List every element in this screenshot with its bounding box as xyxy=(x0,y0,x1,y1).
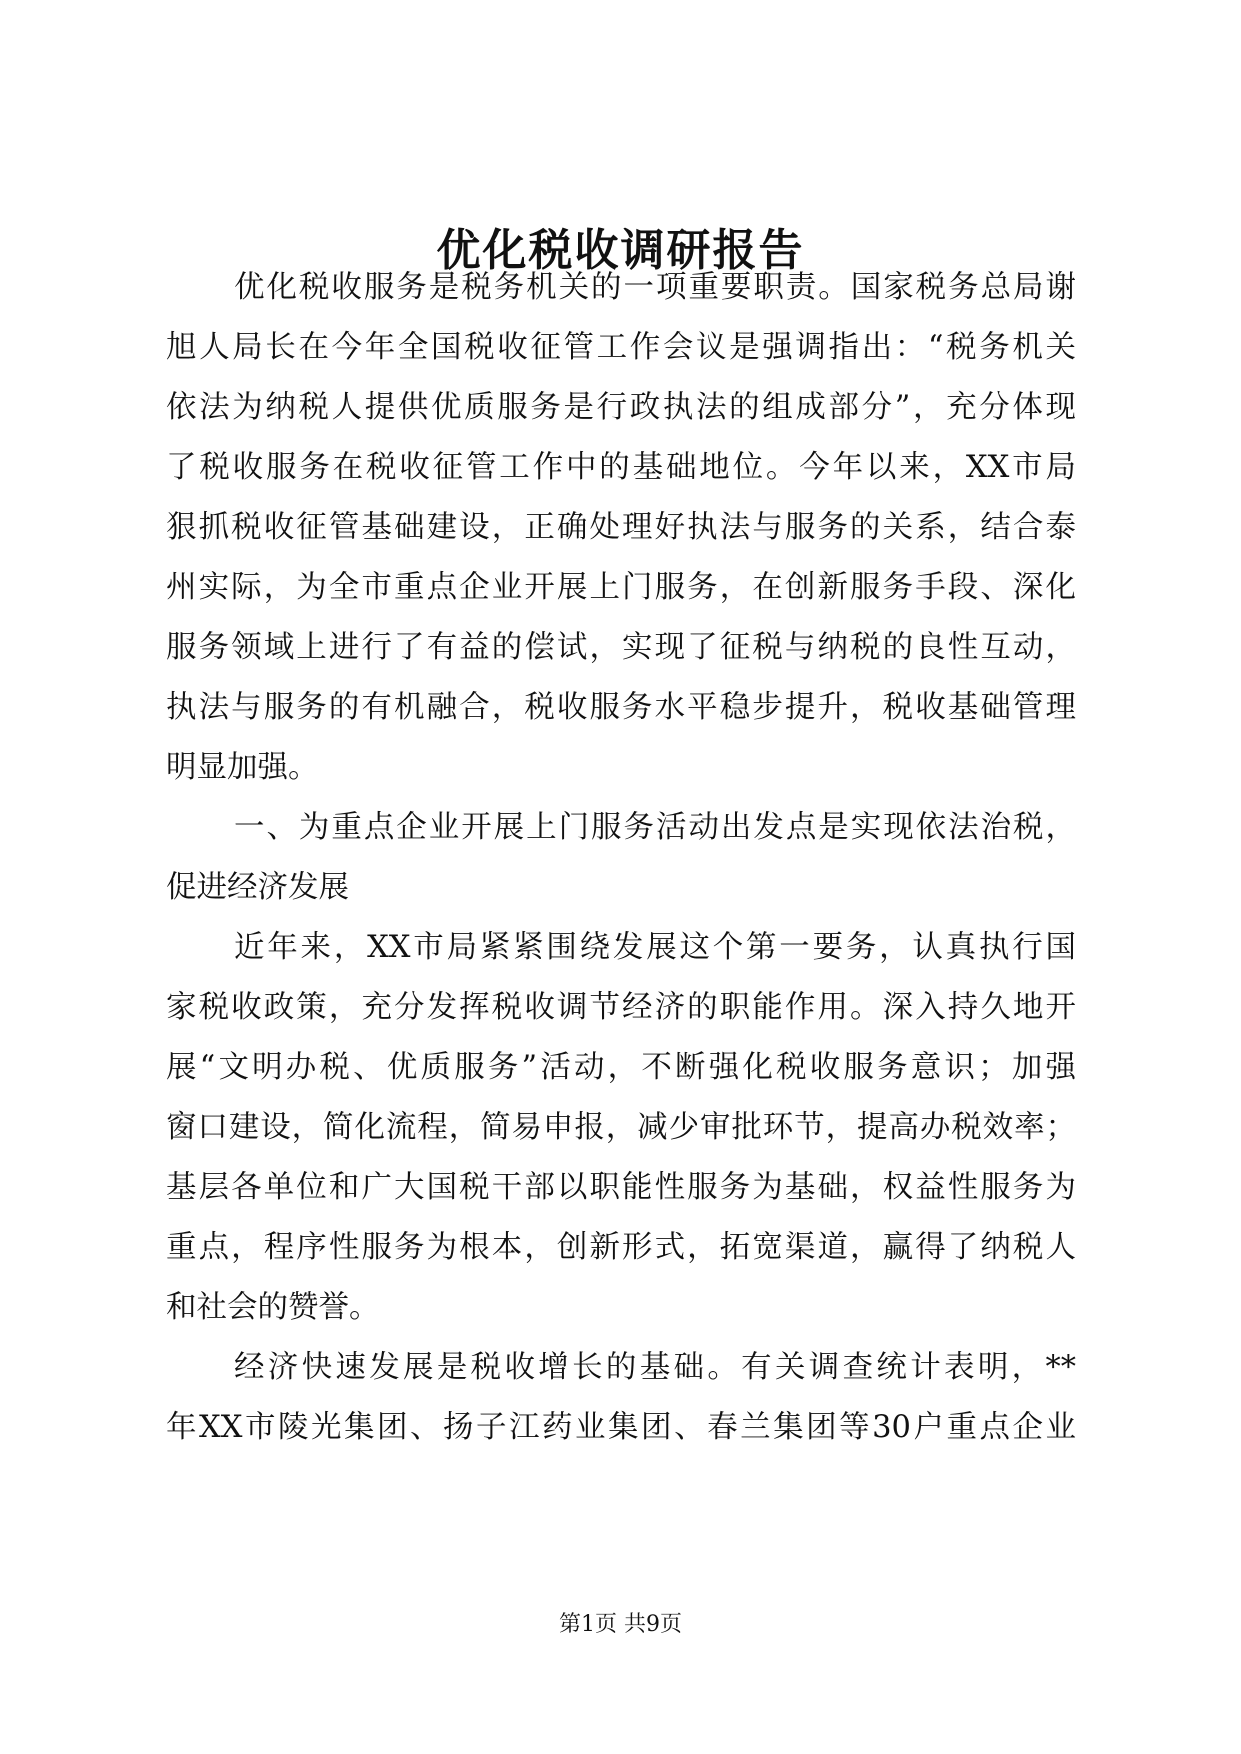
text-line: 州实际，为全市重点企业开展上门服务，在创新服务手段、深化 xyxy=(166,570,1076,605)
text-line: 服务领域上进行了有益的偿试，实现了征税与纳税的良性互动， xyxy=(166,630,1076,665)
text-line: 近年来，XX市局紧紧围绕发展这个第一要务，认真执行国 xyxy=(234,930,1076,965)
text-line: 旭人局长在今年全国税收征管工作会议是强调指出：“税务机关 xyxy=(166,330,1076,365)
page-number: 第1页 共9页 xyxy=(559,1612,682,1637)
text-line: 窗口建设，简化流程，简易申报，减少审批环节，提高办税效率； xyxy=(166,1110,1076,1145)
text-line: 经济快速发展是税收增长的基础。有关调查统计表明，** xyxy=(234,1350,1076,1385)
section-heading-line: 一、为重点企业开展上门服务活动出发点是实现依法治税， xyxy=(234,810,1076,845)
text-line: 展“文明办税、优质服务”活动，不断强化税收服务意识；加强 xyxy=(166,1050,1076,1085)
text-line: 家税收政策，充分发挥税收调节经济的职能作用。深入持久地开 xyxy=(166,990,1076,1025)
text-line: 和社会的赞誉。 xyxy=(166,1290,380,1325)
document-title: 优化税收调研报告 xyxy=(436,225,805,276)
text-line: 依法为纳税人提供优质服务是行政执法的组成部分”，充分体现 xyxy=(166,390,1076,425)
text-line: 明显加强。 xyxy=(166,750,319,785)
text-line: 年XX市陵光集团、扬子江药业集团、春兰集团等30户重点企业 xyxy=(166,1410,1076,1445)
text-line: 优化税收服务是税务机关的一项重要职责。国家税务总局谢 xyxy=(234,270,1076,305)
text-line: 重点，程序性服务为根本，创新形式，拓宽渠道，赢得了纳税人 xyxy=(166,1230,1076,1265)
text-line: 了税收服务在税收征管工作中的基础地位。今年以来，XX市局 xyxy=(166,450,1076,485)
text-line: 基层各单位和广大国税干部以职能性服务为基础，权益性服务为 xyxy=(166,1170,1076,1205)
text-line: 执法与服务的有机融合，税收服务水平稳步提升，税收基础管理 xyxy=(166,690,1076,725)
text-line: 狠抓税收征管基础建设，正确处理好执法与服务的关系，结合泰 xyxy=(166,510,1076,545)
section-heading-line: 促进经济发展 xyxy=(166,870,349,905)
